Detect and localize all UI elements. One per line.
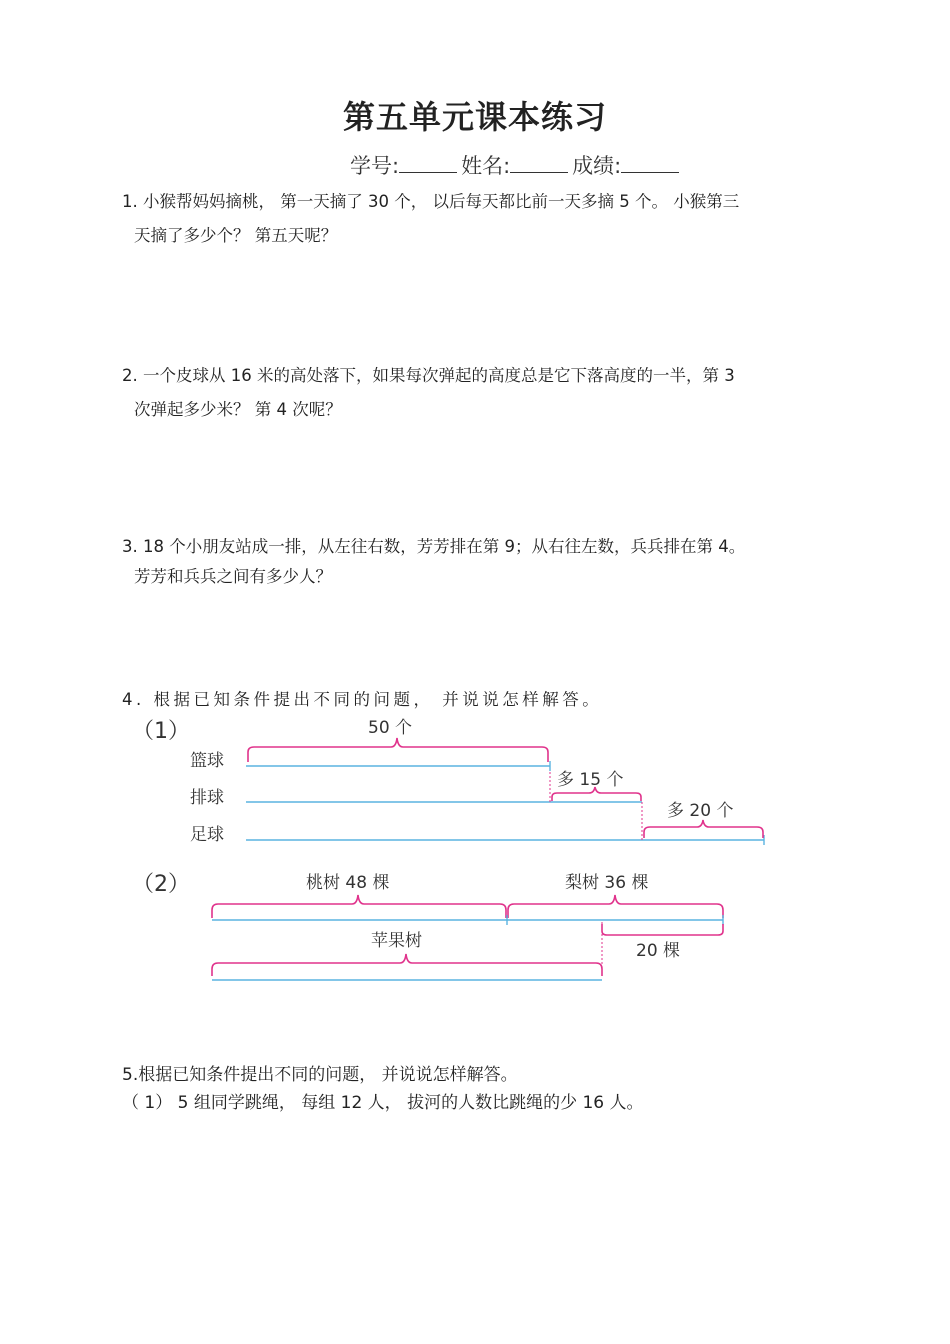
diagram1-label: （1） xyxy=(132,719,190,744)
brace-peach-label: 桃树 48 棵 xyxy=(306,873,390,893)
brace-basketball-label: 50 个 xyxy=(368,718,413,738)
question-5-line2: （ 1） 5 组同学跳绳， 每组 12 人， 拔河的人数比跳绳的少 16 人。 xyxy=(122,1093,644,1113)
score-label: 成绩 xyxy=(572,154,615,178)
row-label-football: 足球 xyxy=(190,825,224,845)
brace-more15-label: 多 15 个 xyxy=(557,770,624,790)
student-info-line: 学号: 姓名: 成绩: xyxy=(350,150,683,180)
row-label-basketball: 篮球 xyxy=(190,751,224,771)
question-3-line2: 芳芳和兵兵之间有多少人？ xyxy=(134,567,332,586)
brace-peach xyxy=(212,895,506,918)
brace-diff-label: 20 棵 xyxy=(636,941,681,961)
brace-apple-label: 苹果树 xyxy=(371,931,422,951)
brace-more20-label: 多 20 个 xyxy=(667,801,734,821)
brace-basketball xyxy=(248,738,548,762)
question-1-line1: 1. 小猴帮妈妈摘桃， 第一天摘了 30 个， 以后每天都比前一天多摘 5 个。 小猴第三 xyxy=(122,192,740,211)
question-4: 4. 根据已知条件提出不同的问题， 并说说怎样解答。 xyxy=(122,690,603,709)
question-2-line2: 次弹起多少米？ 第 4 次呢？ xyxy=(134,400,342,419)
student-number-label: 学号 xyxy=(350,154,392,178)
brace-pear-label: 梨树 36 棵 xyxy=(565,873,649,893)
question-3-line1: 3. 18 个小朋友站成一排，从左往右数，芳芳排在第 9；从右往左数，兵兵排在第 4。 xyxy=(122,537,746,556)
brace-pear xyxy=(508,895,723,918)
question-5-line1: 5.根据已知条件提出不同的问题， 并说说怎样解答。 xyxy=(122,1065,518,1085)
question-5 xyxy=(122,1061,842,1117)
diagram2-label: （2） xyxy=(132,872,190,897)
question-2-line1: 2. 一个皮球从 16 米的高处落下，如果每次弹起的高度总是它下落高度的一半，第 3 xyxy=(122,366,735,385)
page-title: 第五单元课本练习 xyxy=(342,98,607,136)
row-label-volleyball: 排球 xyxy=(190,788,224,808)
brace-apple xyxy=(212,954,602,976)
student-name-label: 姓名 xyxy=(461,154,504,178)
brace-diff xyxy=(602,924,723,935)
brace-more20 xyxy=(644,820,763,838)
question-1-line2: 天摘了多少个？ 第五天呢？ xyxy=(134,226,338,245)
